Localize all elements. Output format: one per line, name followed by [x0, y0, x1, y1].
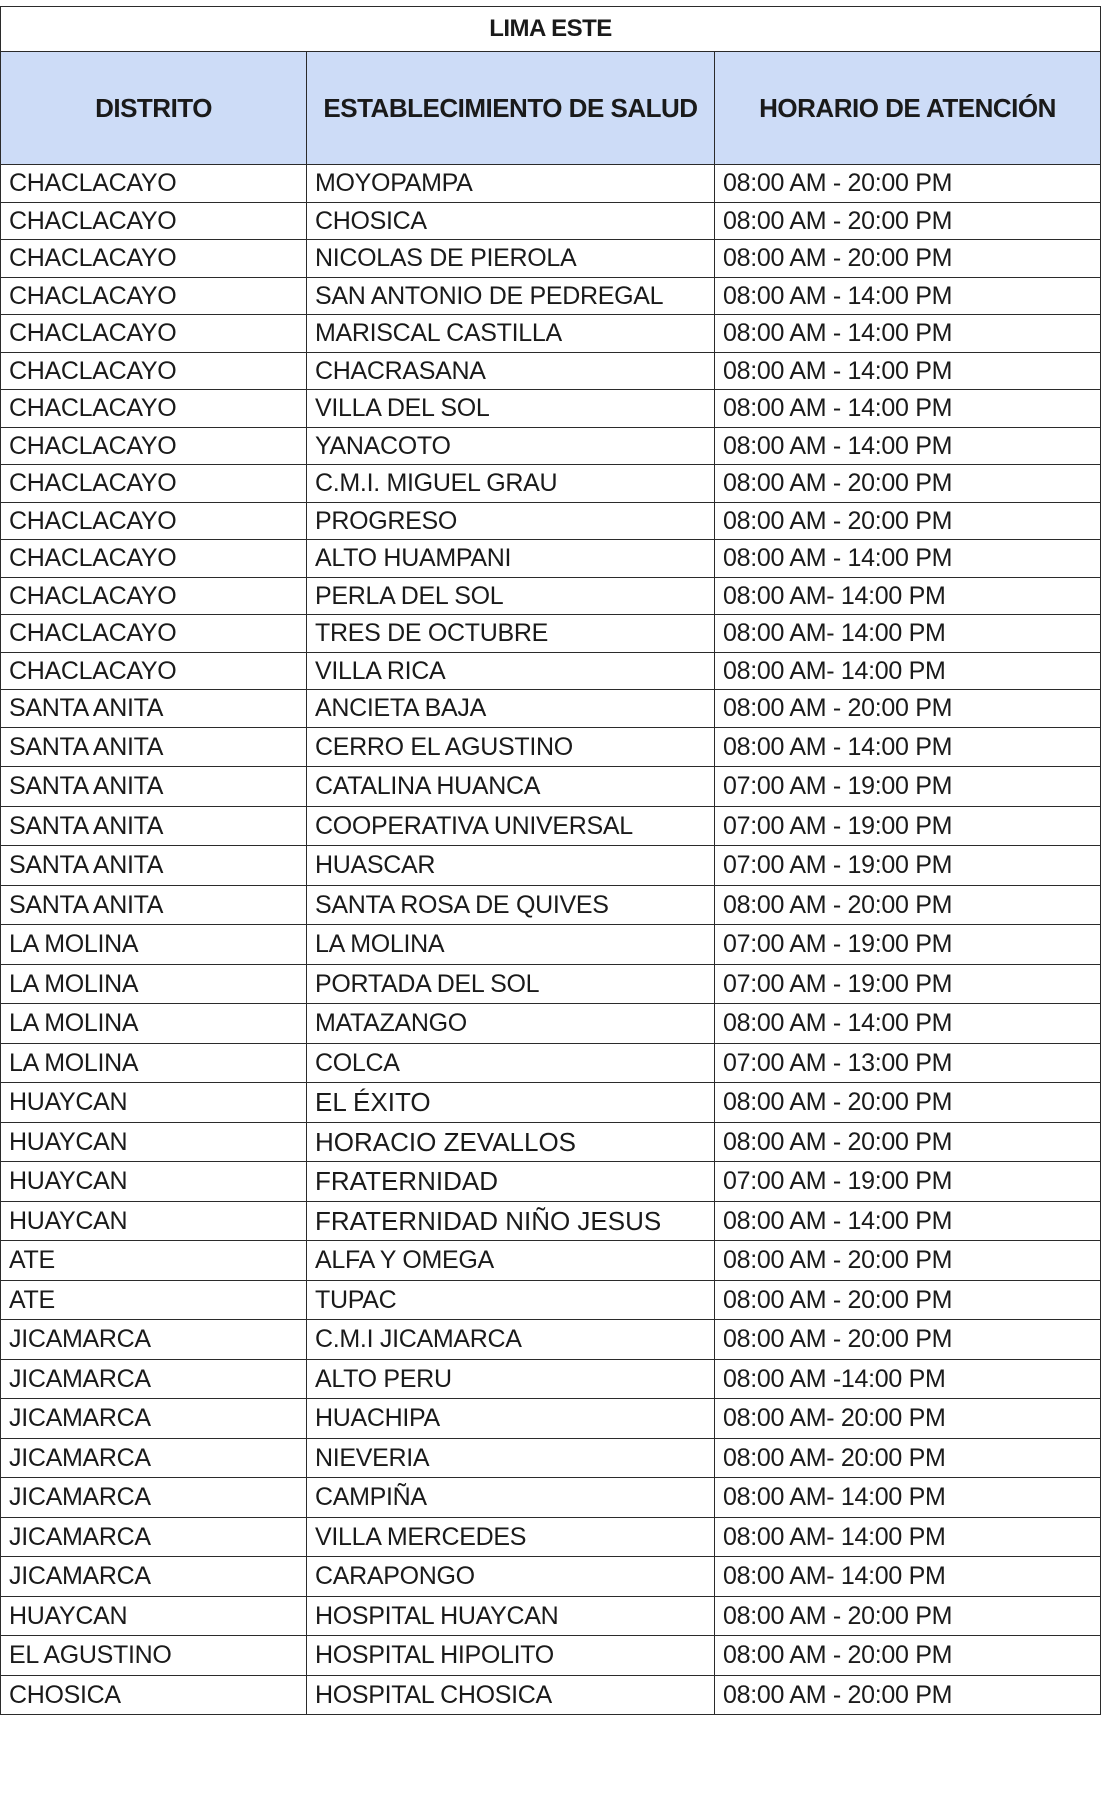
- cell-establecimiento: EL ÉXITO: [307, 1083, 715, 1123]
- cell-horario: 07:00 AM - 19:00 PM: [715, 846, 1101, 886]
- cell-horario: 07:00 AM - 19:00 PM: [715, 925, 1101, 965]
- cell-distrito: JICAMARCA: [1, 1517, 307, 1557]
- cell-horario: 08:00 AM - 14:00 PM: [715, 427, 1101, 465]
- health-centers-sheet: [0, 6, 1100, 1715]
- cell-horario: 08:00 AM - 14:00 PM: [715, 727, 1101, 767]
- cell-horario: 07:00 AM - 13:00 PM: [715, 1043, 1101, 1083]
- cell-horario: 08:00 AM - 20:00 PM: [715, 240, 1101, 278]
- cell-establecimiento: VILLA RICA: [307, 652, 715, 690]
- cell-establecimiento: NICOLAS DE PIEROLA: [307, 240, 715, 278]
- cell-distrito: CHACLACAYO: [1, 465, 307, 503]
- cell-distrito: JICAMARCA: [1, 1359, 307, 1399]
- table-row: [1, 727, 1101, 767]
- cell-horario: 08:00 AM - 20:00 PM: [715, 1083, 1101, 1123]
- table-row: [1, 1399, 1101, 1439]
- cell-horario: 08:00 AM - 20:00 PM: [715, 1596, 1101, 1636]
- cell-horario: 08:00 AM - 14:00 PM: [715, 1004, 1101, 1044]
- cell-establecimiento: VILLA DEL SOL: [307, 390, 715, 428]
- table-row: [1, 1478, 1101, 1518]
- cell-distrito: SANTA ANITA: [1, 727, 307, 767]
- cell-horario: 08:00 AM - 20:00 PM: [715, 502, 1101, 540]
- cell-horario: 08:00 AM - 14:00 PM: [715, 352, 1101, 390]
- cell-horario: 08:00 AM - 14:00 PM: [715, 277, 1101, 315]
- cell-horario: 08:00 AM - 20:00 PM: [715, 1320, 1101, 1360]
- table-row: [1, 240, 1101, 278]
- cell-distrito: CHACLACAYO: [1, 390, 307, 428]
- cell-establecimiento: ALTO HUAMPANI: [307, 540, 715, 578]
- cell-horario: 08:00 AM - 14:00 PM: [715, 1201, 1101, 1241]
- table-row: [1, 652, 1101, 690]
- column-header-distrito: DISTRITO: [1, 52, 307, 165]
- table-row: [1, 1043, 1101, 1083]
- cell-establecimiento: CHACRASANA: [307, 352, 715, 390]
- cell-distrito: HUAYCAN: [1, 1122, 307, 1162]
- table-row: [1, 767, 1101, 807]
- cell-horario: 08:00 AM - 20:00 PM: [715, 1280, 1101, 1320]
- cell-establecimiento: HOSPITAL HUAYCAN: [307, 1596, 715, 1636]
- cell-horario: 08:00 AM- 14:00 PM: [715, 615, 1101, 653]
- cell-distrito: JICAMARCA: [1, 1399, 307, 1439]
- table-row: [1, 277, 1101, 315]
- cell-distrito: CHACLACAYO: [1, 427, 307, 465]
- cell-distrito: JICAMARCA: [1, 1320, 307, 1360]
- table-row: [1, 615, 1101, 653]
- cell-distrito: LA MOLINA: [1, 1043, 307, 1083]
- cell-establecimiento: LA MOLINA: [307, 925, 715, 965]
- table-row: [1, 1596, 1101, 1636]
- cell-distrito: CHACLACAYO: [1, 540, 307, 578]
- cell-distrito: CHACLACAYO: [1, 277, 307, 315]
- cell-horario: 08:00 AM - 14:00 PM: [715, 540, 1101, 578]
- cell-establecimiento: FRATERNIDAD: [307, 1162, 715, 1202]
- cell-establecimiento: TUPAC: [307, 1280, 715, 1320]
- cell-establecimiento: CHOSICA: [307, 202, 715, 240]
- table-row: [1, 1636, 1101, 1676]
- cell-horario: 08:00 AM - 14:00 PM: [715, 390, 1101, 428]
- cell-distrito: LA MOLINA: [1, 1004, 307, 1044]
- table-row: [1, 846, 1101, 886]
- cell-horario: 08:00 AM - 20:00 PM: [715, 202, 1101, 240]
- column-header-establecimiento: ESTABLECIMIENTO DE SALUD: [307, 52, 715, 165]
- cell-horario: 08:00 AM - 20:00 PM: [715, 690, 1101, 728]
- column-header-horario: HORARIO DE ATENCIÓN: [715, 52, 1101, 165]
- cell-establecimiento: HUACHIPA: [307, 1399, 715, 1439]
- table-row: [1, 1162, 1101, 1202]
- cell-horario: 07:00 AM - 19:00 PM: [715, 767, 1101, 807]
- cell-horario: 07:00 AM - 19:00 PM: [715, 964, 1101, 1004]
- cell-horario: 08:00 AM- 14:00 PM: [715, 652, 1101, 690]
- cell-distrito: CHACLACAYO: [1, 315, 307, 353]
- cell-establecimiento: ALTO PERU: [307, 1359, 715, 1399]
- cell-distrito: JICAMARCA: [1, 1557, 307, 1597]
- table-row: [1, 1438, 1101, 1478]
- table-row: [1, 964, 1101, 1004]
- cell-establecimiento: CAMPIÑA: [307, 1478, 715, 1518]
- cell-establecimiento: PROGRESO: [307, 502, 715, 540]
- cell-establecimiento: MATAZANGO: [307, 1004, 715, 1044]
- cell-horario: 07:00 AM - 19:00 PM: [715, 806, 1101, 846]
- cell-horario: 08:00 AM - 20:00 PM: [715, 1636, 1101, 1676]
- table-row: [1, 165, 1101, 203]
- cell-establecimiento: PERLA DEL SOL: [307, 577, 715, 615]
- cell-establecimiento: TRES DE OCTUBRE: [307, 615, 715, 653]
- cell-establecimiento: C.M.I. MIGUEL GRAU: [307, 465, 715, 503]
- table-row: [1, 502, 1101, 540]
- cell-horario: 08:00 AM - 14:00 PM: [715, 315, 1101, 353]
- cell-distrito: CHACLACAYO: [1, 502, 307, 540]
- table-row: [1, 1557, 1101, 1597]
- table-row: [1, 427, 1101, 465]
- cell-distrito: CHACLACAYO: [1, 202, 307, 240]
- cell-establecimiento: FRATERNIDAD NIÑO JESUS: [307, 1201, 715, 1241]
- table-title: LIMA ESTE: [1, 7, 1101, 52]
- cell-horario: 08:00 AM- 14:00 PM: [715, 1478, 1101, 1518]
- table-row: [1, 202, 1101, 240]
- table-row: [1, 1280, 1101, 1320]
- cell-distrito: LA MOLINA: [1, 925, 307, 965]
- table-title-row: [1, 7, 1101, 52]
- table-row: [1, 1241, 1101, 1281]
- table-row: [1, 390, 1101, 428]
- cell-establecimiento: HOSPITAL CHOSICA: [307, 1675, 715, 1715]
- cell-distrito: ATE: [1, 1280, 307, 1320]
- table-row: [1, 690, 1101, 728]
- cell-horario: 08:00 AM- 14:00 PM: [715, 1517, 1101, 1557]
- cell-horario: 08:00 AM- 14:00 PM: [715, 577, 1101, 615]
- cell-distrito: SANTA ANITA: [1, 767, 307, 807]
- table-row: [1, 1083, 1101, 1123]
- cell-distrito: EL AGUSTINO: [1, 1636, 307, 1676]
- cell-establecimiento: VILLA MERCEDES: [307, 1517, 715, 1557]
- cell-establecimiento: CERRO EL AGUSTINO: [307, 727, 715, 767]
- cell-distrito: HUAYCAN: [1, 1201, 307, 1241]
- cell-distrito: CHACLACAYO: [1, 652, 307, 690]
- cell-distrito: CHACLACAYO: [1, 615, 307, 653]
- cell-establecimiento: ALFA Y OMEGA: [307, 1241, 715, 1281]
- table-row: [1, 925, 1101, 965]
- cell-establecimiento: COOPERATIVA UNIVERSAL: [307, 806, 715, 846]
- table-row: [1, 315, 1101, 353]
- table-row: [1, 1517, 1101, 1557]
- table-row: [1, 1122, 1101, 1162]
- table-row: [1, 1004, 1101, 1044]
- cell-distrito: SANTA ANITA: [1, 885, 307, 925]
- cell-establecimiento: PORTADA DEL SOL: [307, 964, 715, 1004]
- cell-establecimiento: SAN ANTONIO DE PEDREGAL: [307, 277, 715, 315]
- cell-establecimiento: HUASCAR: [307, 846, 715, 886]
- table-row: [1, 540, 1101, 578]
- table-row: [1, 465, 1101, 503]
- cell-horario: 08:00 AM - 20:00 PM: [715, 1122, 1101, 1162]
- cell-distrito: SANTA ANITA: [1, 690, 307, 728]
- cell-distrito: CHACLACAYO: [1, 577, 307, 615]
- cell-establecimiento: HORACIO ZEVALLOS: [307, 1122, 715, 1162]
- cell-establecimiento: CATALINA HUANCA: [307, 767, 715, 807]
- cell-establecimiento: ANCIETA BAJA: [307, 690, 715, 728]
- cell-establecimiento: YANACOTO: [307, 427, 715, 465]
- cell-establecimiento: COLCA: [307, 1043, 715, 1083]
- cell-distrito: CHACLACAYO: [1, 352, 307, 390]
- cell-horario: 08:00 AM - 20:00 PM: [715, 1675, 1101, 1715]
- cell-distrito: LA MOLINA: [1, 964, 307, 1004]
- table-row: [1, 577, 1101, 615]
- table-row: [1, 1359, 1101, 1399]
- table-row: [1, 352, 1101, 390]
- cell-horario: 07:00 AM - 19:00 PM: [715, 1162, 1101, 1202]
- cell-distrito: SANTA ANITA: [1, 846, 307, 886]
- cell-horario: 08:00 AM - 20:00 PM: [715, 1241, 1101, 1281]
- cell-establecimiento: MARISCAL CASTILLA: [307, 315, 715, 353]
- cell-horario: 08:00 AM - 20:00 PM: [715, 165, 1101, 203]
- cell-distrito: CHOSICA: [1, 1675, 307, 1715]
- table-row: [1, 1201, 1101, 1241]
- cell-distrito: JICAMARCA: [1, 1478, 307, 1518]
- cell-horario: 08:00 AM - 20:00 PM: [715, 465, 1101, 503]
- cell-distrito: ATE: [1, 1241, 307, 1281]
- cell-horario: 08:00 AM- 14:00 PM: [715, 1557, 1101, 1597]
- cell-horario: 08:00 AM- 20:00 PM: [715, 1399, 1101, 1439]
- cell-distrito: HUAYCAN: [1, 1162, 307, 1202]
- table-row: [1, 1320, 1101, 1360]
- table-row: [1, 1675, 1101, 1715]
- cell-establecimiento: NIEVERIA: [307, 1438, 715, 1478]
- table-row: [1, 885, 1101, 925]
- table-body: [1, 165, 1101, 1715]
- cell-establecimiento: C.M.I JICAMARCA: [307, 1320, 715, 1360]
- cell-horario: 08:00 AM- 20:00 PM: [715, 1438, 1101, 1478]
- cell-distrito: CHACLACAYO: [1, 240, 307, 278]
- health-centers-table: [0, 6, 1101, 1715]
- cell-distrito: HUAYCAN: [1, 1596, 307, 1636]
- cell-horario: 08:00 AM - 20:00 PM: [715, 885, 1101, 925]
- cell-distrito: JICAMARCA: [1, 1438, 307, 1478]
- cell-distrito: SANTA ANITA: [1, 806, 307, 846]
- cell-distrito: HUAYCAN: [1, 1083, 307, 1123]
- cell-establecimiento: MOYOPAMPA: [307, 165, 715, 203]
- cell-establecimiento: CARAPONGO: [307, 1557, 715, 1597]
- cell-establecimiento: HOSPITAL HIPOLITO: [307, 1636, 715, 1676]
- table-header-row: [1, 52, 1101, 165]
- cell-horario: 08:00 AM -14:00 PM: [715, 1359, 1101, 1399]
- table-row: [1, 806, 1101, 846]
- cell-distrito: CHACLACAYO: [1, 165, 307, 203]
- cell-establecimiento: SANTA ROSA DE QUIVES: [307, 885, 715, 925]
